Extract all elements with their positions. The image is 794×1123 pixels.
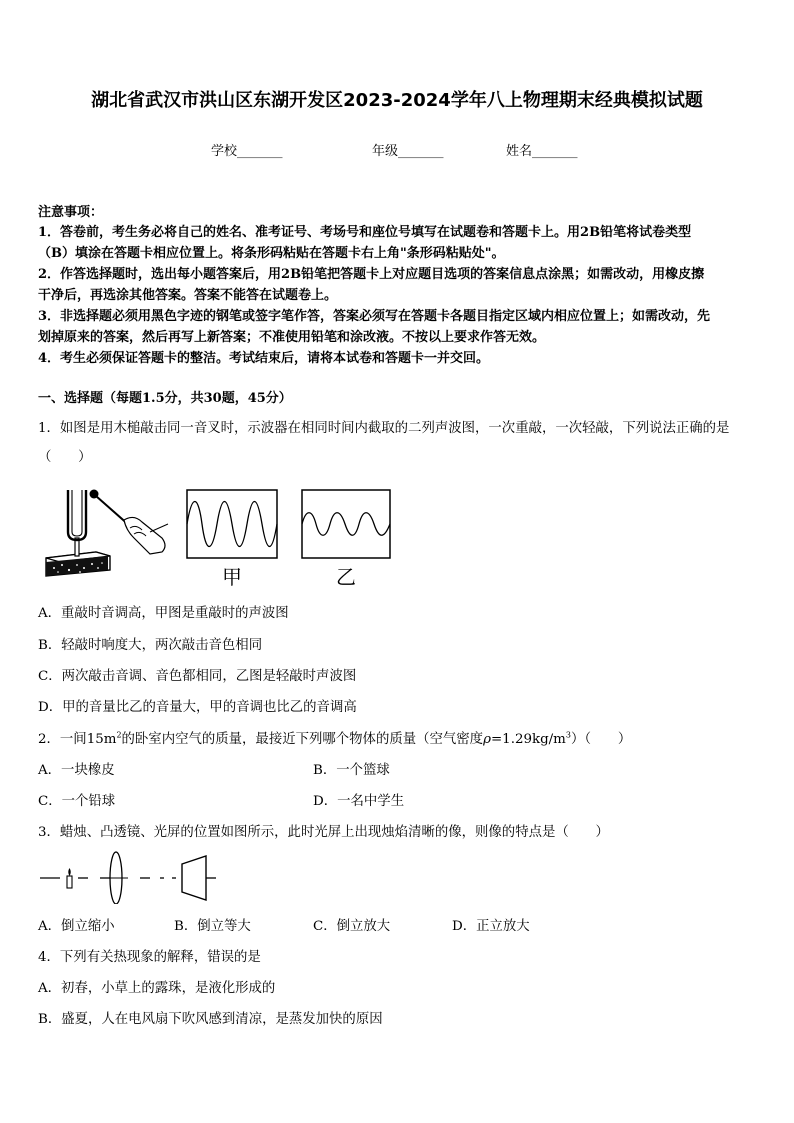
question-1-option-a: A．重敲时音调高，甲图是重敲时的声波图 xyxy=(38,606,289,621)
question-2-option-d: D．一名中学生 xyxy=(313,794,405,809)
waveform-jia-label: 甲 xyxy=(222,565,242,589)
question-3-stem: 3．蜡烛、凸透镜、光屏的位置如图所示，此时光屏上出现烛焰清晰的像，则像的特点是（ ） xyxy=(38,825,609,840)
question-3-option-d: D．正立放大 xyxy=(452,919,530,934)
tuning-fork-figure xyxy=(38,482,178,580)
section-heading: 一、选择题（每题1.5分，共30题，45分） xyxy=(38,391,292,406)
notice-line: 划掉原来的答案，然后再写上新答案；不准使用铅笔和涂改液。不按以上要求作答无效。 xyxy=(38,330,546,345)
question-4-option-b: B．盛夏，人在电风扇下吹风感到清凉，是蒸发加快的原因 xyxy=(38,1012,383,1027)
question-1-option-c: C．两次敲击音调、音色都相同，乙图是轻敲时声波图 xyxy=(38,669,357,684)
exam-title: 湖北省武汉市洪山区东湖开发区2023-2024学年八上物理期末经典模拟试题 xyxy=(91,90,703,111)
question-2-option-b: B．一个篮球 xyxy=(313,763,390,778)
question-4-option-a: A．初春，小草上的露珠，是液化形成的 xyxy=(38,981,276,996)
notice-line: 3．非选择题必须用黑色字迹的钢笔或签字笔作答，答案必须写在答题卡各题目指定区域内相应位置上；如需改动，先 xyxy=(38,309,711,324)
question-3-option-c: C．倒立放大 xyxy=(313,919,391,934)
question-1-option-b: B．轻敲时响度大，两次敲击音色相同 xyxy=(38,638,263,653)
question-2-stem xyxy=(38,728,631,747)
question-3-option-b: B．倒立等大 xyxy=(174,919,251,934)
notice-line: 干净后，再选涂其他答案。答案不能答在试题卷上。 xyxy=(38,288,338,303)
question-2-option-c: C．一个铅球 xyxy=(38,794,116,809)
waveform-jia-figure xyxy=(186,489,278,559)
question-1-option-d: D．甲的音量比乙的音量大，甲的音调也比乙的音调高 xyxy=(38,700,357,715)
rho-symbol: ρ xyxy=(483,732,491,747)
notice-line: 1．答卷前，考生务必将自己的姓名、准考证号、考场号和座位号填写在试题卷和答题卡上。用2B铅笔将试卷类型 xyxy=(38,225,692,240)
notice-line: 4．考生必须保证答题卡的整洁。考试结束后，请将本试卷和答题卡一并交回。 xyxy=(38,351,490,366)
waveform-yi-figure xyxy=(301,489,391,559)
stem-part: 的卧室内空气的质量，最接近下列哪个物体的质量（空气密度 xyxy=(121,732,484,747)
question-3-option-a: A．倒立缩小 xyxy=(38,919,115,934)
question-1-stem: 1．如图是用木槌敲击同一音叉时，示波器在相同时间内截取的二列声波图，一次重敲，一次轻敲，下列说法正确的是 xyxy=(38,421,730,436)
waveform-yi-label: 乙 xyxy=(336,565,356,589)
notice-heading: 注意事项： xyxy=(38,205,104,220)
question-1-stem: （ ） xyxy=(38,450,92,465)
grade-field: 年级_______ xyxy=(372,144,444,159)
stem-part: 2．一间15m xyxy=(38,732,117,747)
question-2-option-a: A．一块橡皮 xyxy=(38,763,115,778)
stem-part: ）（ ） xyxy=(570,732,632,747)
school-field: 学校_______ xyxy=(211,144,283,159)
optics-setup-figure xyxy=(40,848,220,904)
notice-line: 2．作答选择题时，选出每小题答案后，用2B铅笔把答题卡上对应题目选项的答案信息点涂黑；如需改动，用橡皮擦 xyxy=(38,267,705,282)
superscript: 2 xyxy=(116,730,122,740)
question-4-stem: 4．下列有关热现象的解释，错误的是 xyxy=(38,950,261,965)
name-field: 姓名_______ xyxy=(506,144,578,159)
stem-part: =1.29kg/m xyxy=(490,732,566,747)
superscript: 3 xyxy=(565,730,571,740)
notice-line: （B）填涂在答题卡相应位置上。将条形码粘贴在答题卡右上角"条形码粘贴处"。 xyxy=(38,246,505,261)
